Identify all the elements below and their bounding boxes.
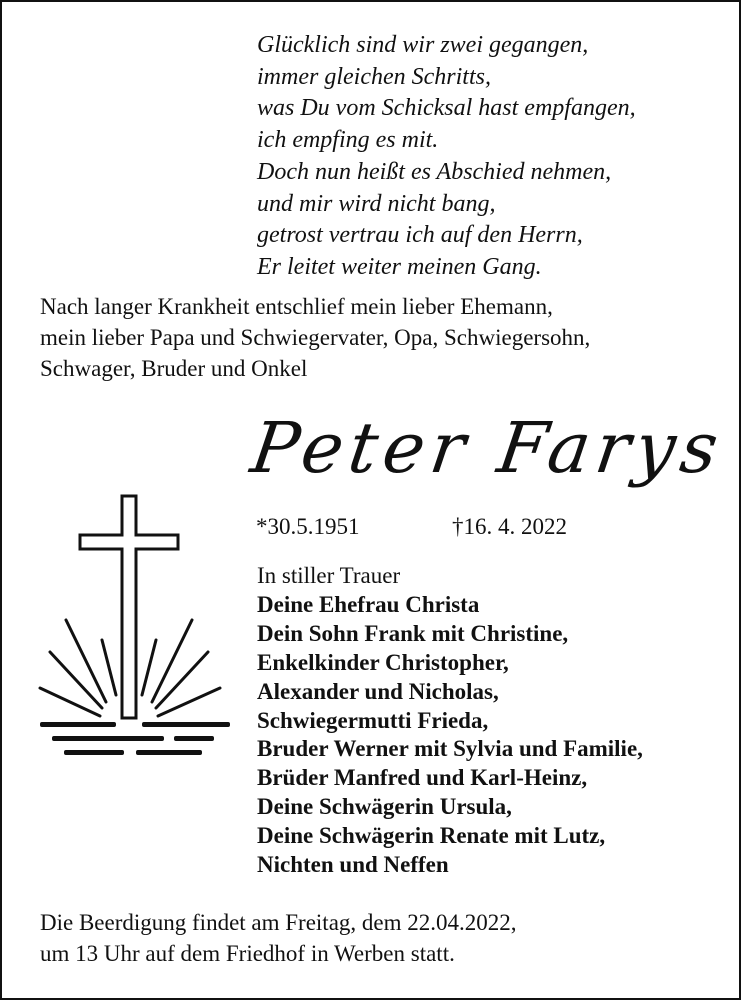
mourner-line: Enkelkinder Christopher, [257,649,509,675]
poem-line: Glücklich sind wir zwei gegangen, [257,32,589,58]
intro-line: Schwager, Bruder und Onkel [40,356,308,381]
mourner-line: Deine Ehefrau Christa [257,591,480,617]
death-announcement-text [40,291,720,384]
deceased-name: Peter Farys [246,407,729,489]
intro-line: Nach langer Krankheit entschlief mein lieber Ehemann, [40,294,553,319]
mourner-line: Brüder Manfred und Karl-Heinz, [257,765,588,791]
poem-line: Er leitet weiter meinen Gang. [257,253,542,280]
mourner-line: Deine Schwägerin Ursula, [257,794,512,820]
intro-line: mein lieber Papa und Schwiegervater, Opa, Schwiegersohn, [40,325,591,350]
sun-rays [40,620,220,716]
funeral-line: Die Beerdigung findet am Freitag, dem 22.04.2022, [40,910,517,935]
mourner-line: Dein Sohn Frank mit Christine, [257,620,569,646]
poem-line: Doch nun heißt es Abschied nehmen, [257,158,612,185]
mourner-line: Bruder Werner mit Sylvia und Familie, [257,736,643,762]
horizon-waves [40,722,230,755]
mourner-line: Alexander und Nicholas, [257,678,499,704]
death-date: †16. 4. 2022 [452,514,567,539]
mourners-list [257,562,643,880]
birth-date: *30.5.1951 [256,514,360,539]
mourning-heading: In stiller Trauer [257,563,401,588]
poem-line: getrost vertrau ich auf den Herrn, [257,222,583,249]
cross-outline [80,496,178,718]
poem-line: und mir wird nicht bang, [257,190,496,217]
funeral-line: um 13 Uhr auf dem Friedhof in Werben statt. [40,941,455,966]
mourner-line: Nichten und Neffen [257,852,449,878]
mourner-line: Deine Schwägerin Renate mit Lutz, [257,823,606,849]
poem-line: was Du vom Schicksal hast empfangen, [257,95,636,122]
poem-line: immer gleichen Schritts, [257,63,491,90]
poem-line: ich empfing es mit. [257,127,439,154]
cross-with-sun-rays-icon [36,490,246,790]
memorial-poem [257,30,636,284]
funeral-details [40,907,517,969]
mourner-line: Schwiegermutti Frieda, [257,707,489,733]
